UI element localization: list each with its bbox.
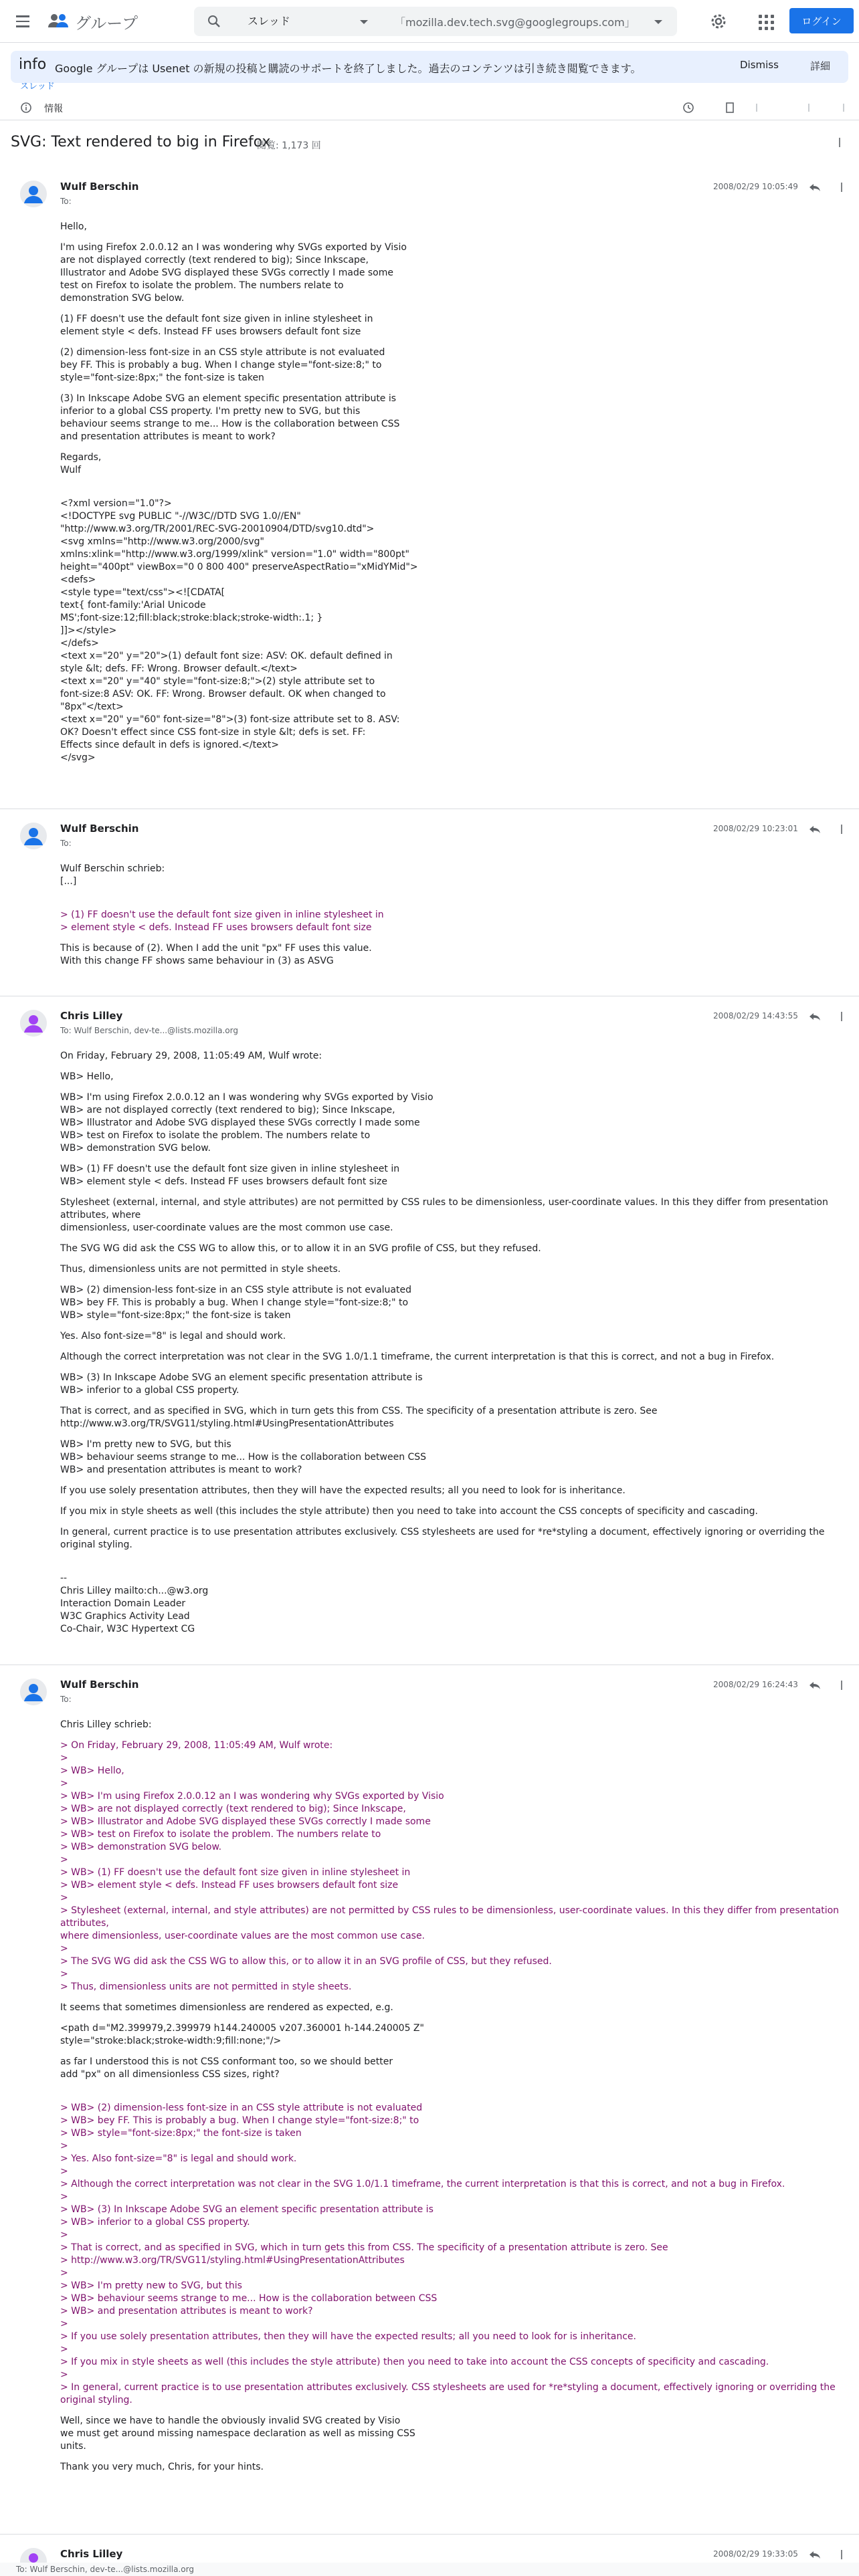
post-paragraph: WB> I'm pretty new to SVG, but this WB> behaviour seems strange to me... How is the collaboration between CSS WB> and presentation attributes is meant to work?	[60, 1439, 427, 1475]
apps-grid-icon[interactable]	[757, 13, 773, 29]
post-date: 2008/02/29 14:43:55	[713, 1011, 798, 1021]
post-actions	[807, 823, 847, 836]
message-post	[0, 996, 859, 1665]
post-author[interactable]: Chris Lilley	[60, 2548, 123, 2560]
notice-banner	[11, 51, 848, 83]
groups-logo[interactable]	[47, 9, 138, 33]
avatar	[20, 823, 47, 849]
post-body	[60, 1719, 850, 2482]
reply-icon[interactable]	[809, 2551, 820, 2559]
reply-icon[interactable]	[809, 1682, 820, 1689]
post-paragraph: WB> Hello,	[60, 1071, 114, 1082]
post-paragraph: On Friday, February 29, 2008, 11:05:49 AM, Wulf wrote:	[60, 1051, 322, 1061]
footer-bar: To: Wulf Berschin, dev-te...@lists.mozilla.org	[0, 2563, 859, 2576]
dismiss-button[interactable]: Dismiss	[740, 59, 779, 71]
top-bar	[0, 0, 859, 43]
groups-logo-text: グループ	[75, 14, 138, 33]
post-paragraph: Chris Lilley schrieb:	[60, 1719, 152, 1730]
post-paragraph: Wulf Berschin schrieb: [...]	[60, 863, 165, 887]
details-button[interactable]: 詳細	[810, 60, 831, 72]
post-actions	[807, 1679, 847, 1692]
search-icon[interactable]	[207, 15, 221, 28]
post-paragraph: WB> (3) In Inkscape Adobe SVG an element specific presentation attribute is WB> inferior to a global CSS property.	[60, 1372, 423, 1396]
post-paragraph: WB> (1) FF doesn't use the default font size given in inline stylesheet in WB> element style < defs. Instead FF uses browsers default font size	[60, 1164, 400, 1187]
banner-text: Google グループは Usenet の新規の投稿と購読のサポートを終了しました。過去のコンテンツは引き続き閲覧できます。	[55, 62, 642, 75]
post-recipients: To: Wulf Berschin, dev-te...@lists.mozilla.org	[60, 1026, 238, 1035]
person-icon	[20, 823, 47, 849]
menu-icon[interactable]	[13, 12, 32, 31]
search-input[interactable]	[395, 7, 642, 36]
post-paragraph: Stylesheet (external, internal, and style attributes) are not permitted by CSS rules to be dimensionless, user-coordinate values. In this they differ from presentation attributes, where dimensionless, user-coordinate values are the most common use case.	[60, 1197, 828, 1233]
reply-icon[interactable]	[809, 184, 820, 191]
thread-toolbar	[0, 95, 859, 120]
post-date: 2008/02/29 19:33:05	[713, 2549, 798, 2559]
post-paragraph: (2) dimension-less font-size in an CSS style attribute is not evaluated bey FF. This is probably a bug. When I change style="font-size:8;" to style="font-size:8px;" the font-size is taken	[60, 347, 385, 383]
post-date: 2008/02/29 10:05:49	[713, 182, 798, 191]
back-icon[interactable]	[20, 102, 32, 114]
clock-icon[interactable]	[682, 102, 694, 114]
post-actions	[807, 181, 847, 194]
print-icon[interactable]	[724, 102, 736, 114]
post-paragraph: Regards, Wulf	[60, 452, 102, 475]
view-count: 閲覧: 1,173 回	[257, 140, 321, 151]
person-icon	[20, 181, 47, 207]
post-body	[60, 863, 850, 976]
login-button[interactable]: ログイン	[789, 8, 854, 33]
person-icon	[20, 1679, 47, 1705]
link-icon[interactable]	[751, 102, 763, 114]
avatar	[20, 181, 47, 207]
post-actions	[807, 2548, 847, 2561]
post-date: 2008/02/29 16:24:43	[713, 1680, 798, 1689]
scope-dropdown-icon[interactable]	[360, 20, 368, 24]
post-paragraph: In general, current practice is to use presentation attributes exclusively. CSS stylesheets are used for *re*styling a document, effectively ignoring or overriding the original styling.	[60, 1527, 828, 1550]
post-paragraph: Thus, dimensionless units are not permitted in style sheets.	[60, 1264, 341, 1275]
avatar	[20, 1679, 47, 1705]
post-paragraph: Although the correct interpretation was not clear in the SVG 1.0/1.1 timeframe, the current interpretation is that this is correct, and not a bug in Firefox.	[60, 1352, 775, 1362]
search-bar[interactable]	[194, 7, 677, 36]
post-paragraph: WB> (2) dimension-less font-size in an CSS style attribute is not evaluated WB> bey FF. This is probably a bug. When I change style="font-size:8;" to WB> style="font-size:8px;" the font-size is taken	[60, 1285, 411, 1321]
gear-icon[interactable]	[709, 12, 728, 31]
post-author[interactable]: Wulf Berschin	[60, 823, 139, 835]
post-recipients: To:	[60, 839, 72, 848]
post-paragraph: <path d="M2.399979,2.399979 h144.240005 v207.360001 h-144.240005 Z" style="stroke:black;stroke-width:9;fill:none;"/>	[60, 2023, 424, 2046]
search-options-icon[interactable]	[654, 20, 662, 24]
post-recipients: To:	[60, 197, 72, 206]
message-post	[0, 167, 859, 809]
reply-icon[interactable]	[809, 1013, 820, 1021]
thread-title: SVG: Text rendered to big in Firefox	[11, 134, 271, 150]
post-paragraph: > On Friday, February 29, 2008, 11:05:49 AM, Wulf wrote: > > WB> Hello, > > WB> I'm using Firefox 2.0.0.12 an I was wondering why SVGs exported by Visio > WB> are not displayed correctly (text rendered to big); Since Inkscape, > WB> Illustrator and Adobe SVG displayed these SVGs correctly I made some > WB> test on Firefox to isolate the problem. The numbers relate to > WB> demonstration SVG below. > > WB> (1) FF doesn't use the default font size given in inline stylesheet in > WB> element style < defs. Instead FF uses browsers default font size > > Stylesheet (external, internal, and style attributes) are not permitted by CSS rules to be dimensionless, user-coordinate values. In this they differ from presentation attributes, where dimensionless, user-coordinate values are the most common use case. > > The SVG WG did ask the CSS WG to allow this, or to allow it in an SVG profile of CSS, but they refused. > > Thus, dimensionless units are not permitted in style sheets.	[60, 1740, 840, 1992]
post-paragraph: WB> I'm using Firefox 2.0.0.12 an I was wondering why SVGs exported by Visio WB> are not displayed correctly (text rendered to big); Since Inkscape, WB> Illustrator and Adobe SVG displayed these SVGs correctly I made some WB> test on Firefox to isolate the problem. The numbers relate to WB> demonstration SVG below.	[60, 1092, 434, 1154]
post-author[interactable]: Chris Lilley	[60, 1010, 123, 1022]
post-body	[60, 221, 850, 772]
search-scope-select[interactable]: スレッド	[248, 15, 290, 27]
post-paragraph: This is because of (2). When I add the unit "px" FF uses this value. With this change FF shows same behaviour in (3) as ASVG	[60, 943, 372, 966]
post-paragraph: Well, since we have to handle the obviously invalid SVG created by Visio we must get around missing namespace declaration as well as missing CSS units.	[60, 2416, 415, 2452]
reply-icon[interactable]	[809, 826, 820, 833]
post-body	[60, 1050, 850, 1644]
message-post	[0, 1665, 859, 2535]
post-paragraph: Yes. Also font-size="8" is legal and should work.	[60, 1331, 286, 1341]
post-paragraph: It seems that sometimes dimensionless are rendered as expected, e.g.	[60, 2002, 393, 2013]
groups-logo-icon	[47, 10, 70, 33]
post-paragraph: > WB> (2) dimension-less font-size in an CSS style attribute is not evaluated > WB> bey FF. This is probably a bug. When I change style="font-size:8;" to > WB> style="font-size:8px;" the font-size is taken > > Yes. Also font-size="8" is legal and should work. > > Although the correct interpretation was not clear in the SVG 1.0/1.1 timeframe, the current interpretation is that this is correct, and not a bug in Firefox. > > WB> (3) In Inkscape Adobe SVG an element specific presentation attribute is > WB> inferior to a global CSS property. > > That is correct, and as specified in SVG, which in turn gets this from CSS. The specificity of a presentation attribute is zero. See > http://www.w3.org/TR/SVG11/styling.html#UsingPresentationAttributes > > WB> I'm pretty new to SVG, but this > WB> behaviour seems strange to me... How is the collaboration between CSS > WB> and presentation attributes is meant to work? > > If you use solely presentation attributes, then they will have the expected results; all you need to look for is inheritance. > > If you mix in style sheets as well (this includes the style attribute) then you need to take into account the CSS concepts of specificity and cascading. > > In general, current practice is to use presentation attributes exclusively. CSS stylesheets are used for *re*styling a document, effectively ignoring or overriding the original styling.	[60, 2103, 836, 2405]
info-icon: info	[19, 56, 47, 73]
post-paragraph: as far I understood this is not CSS conformant too, so we should better add "px" on all dimensionless CSS sizes, right?	[60, 2056, 393, 2080]
thread-more-icon[interactable]	[838, 136, 842, 148]
message-post	[0, 809, 859, 996]
post-paragraph: That is correct, and as specified in SVG, which in turn gets this from CSS. The specificity of a presentation attribute is zero. See http://www.w3.org/TR/SVG11/styling.html#UsingPresentationAttributes	[60, 1406, 658, 1429]
post-paragraph: If you use solely presentation attributes, then they will have the expected results; all you need to look for is inheritance.	[60, 1485, 626, 1496]
tab-threads[interactable]: スレッド	[20, 82, 55, 92]
post-actions	[807, 1010, 847, 1023]
star-icon[interactable]	[803, 102, 815, 114]
post-recipients: To:	[60, 1695, 72, 1704]
post-paragraph: Hello,	[60, 221, 87, 232]
post-paragraph: <?xml version="1.0"?> <!DOCTYPE svg PUBLIC "-//W3C//DTD SVG 1.0//EN" "http://www.w3.org/TR/2001/REC-SVG-20010904/DTD/svg10.dtd"> <svg xmlns="http://www.w3.org/2000/svg" xmlns:xlink="http://www.w3.org/1999/xlink" version="1.0" width="800pt" height="400pt" viewBox="0 0 800 400" preserveAspectRatio="xMidYMid"> <defs> <style type="text/css"><![CDATA[ text{ font-family:'Arial Unicode MS';font-size:12;fill:black;stroke:black;stroke-width:.1; } ]]></style> </defs> <text x="20" y="20">(1) default font size: ASV: OK. default defined in style &lt; defs. FF: Wrong. Browser default.</text> <text x="20" y="40" style="font-size:8;">(2) style attribute set to font-size:8 ASV: OK. FF: Wrong. Browser default. OK when changed to "8px"</text> <text x="20" y="60" font-size="8">(3) font-size attribute set to 8. ASV: OK? Doesn't effect since CSS font-size in style &lt; defs is set. FF: Effects since default in defs is ignored.</text> </svg>	[60, 498, 418, 763]
more-vert-icon[interactable]	[838, 102, 850, 114]
post-paragraph: (1) FF doesn't use the default font size given in inline stylesheet in element style < defs. Instead FF uses browsers default font size	[60, 314, 373, 337]
post-paragraph: The SVG WG did ask the CSS WG to allow this, or to allow it in an SVG profile of CSS, but they refused.	[60, 1243, 541, 1254]
info-label: 情報	[44, 104, 63, 114]
post-date: 2008/02/29 10:23:01	[713, 824, 798, 833]
post-author[interactable]: Wulf Berschin	[60, 181, 139, 193]
post-paragraph: -- Chris Lilley mailto:ch...@w3.org Interaction Domain Leader W3C Graphics Activity Lead Co-Chair, W3C Hypertext CG	[60, 1573, 209, 1634]
post-paragraph: > (1) FF doesn't use the default font size given in inline stylesheet in > element style < defs. Instead FF uses browsers default font size	[60, 909, 384, 933]
post-paragraph: Thank you very much, Chris, for your hints.	[60, 2462, 264, 2472]
avatar	[20, 1010, 47, 1037]
post-author[interactable]: Wulf Berschin	[60, 1679, 139, 1691]
post-paragraph: (3) In Inkscape Adobe SVG an element specific presentation attribute is inferior to a global CSS property. I'm pretty new to SVG, but this behaviour seems strange to me... How is the collaboration between CSS and presentation attributes is meant to work?	[60, 393, 400, 442]
post-paragraph: If you mix in style sheets as well (this includes the style attribute) then you need to take into account the CSS concepts of specificity and cascading.	[60, 1506, 758, 1517]
person-icon	[20, 1010, 47, 1037]
post-paragraph: I'm using Firefox 2.0.0.12 an I was wondering why SVGs exported by Visio are not displayed correctly (text rendered to big); Since Inkscape, Illustrator and Adobe SVG displayed these SVGs correctly I made some test on Firefox to isolate the problem. The numbers relate to demonstration SVG below.	[60, 242, 407, 304]
